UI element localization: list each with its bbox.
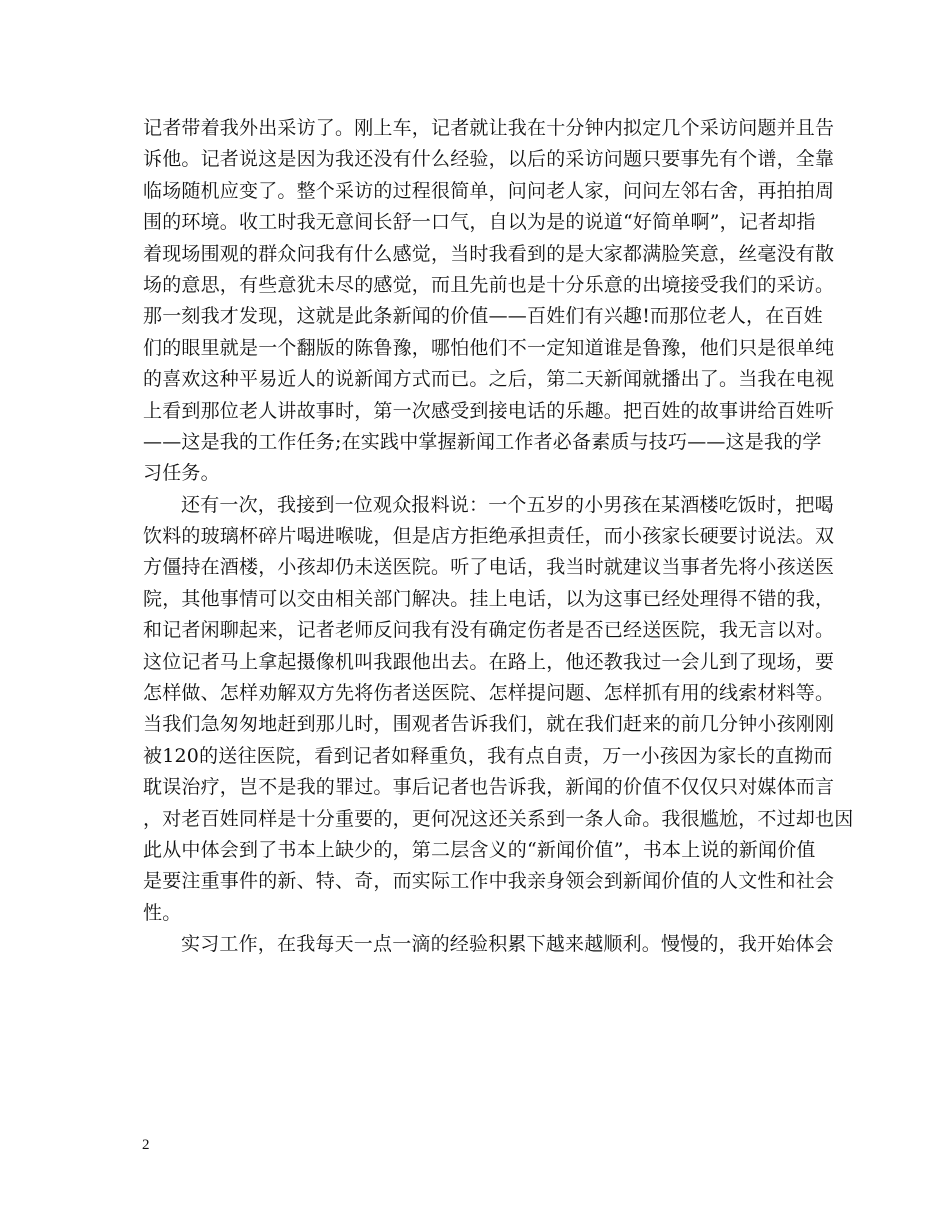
text-line: 方僵持在酒楼，小孩却仍未送医院。听了电话，我当时就建议当事者先将小孩送医 (143, 556, 835, 579)
text-line: ——这是我的工作任务;在实践中掌握新闻工作者必备素质与技巧——这是我的学 (143, 430, 822, 453)
text-line: 性。 (143, 901, 182, 924)
text-line: 被120的送往医院，看到记者如释重负，我有点自责，万一小孩因为家长的直拗而 (143, 744, 833, 767)
text-line: 耽误治疗，岂不是我的罪过。事后记者也告诉我，新闻的价值不仅仅只对媒体而言 (143, 776, 835, 799)
text-line: 实习工作，在我每天一点一滴的经验积累下越来越顺利。慢慢的，我开始体会 (181, 933, 834, 956)
text-line: 和记者闲聊起来，记者老师反问我有没有确定伤者是否已经送医院，我无言以对。 (143, 619, 835, 642)
text-line: 记者带着我外出采访了。刚上车，记者就让我在十分钟内拟定几个采访问题并且告 (143, 117, 835, 139)
text-line: 诉他。记者说这是因为我还没有什么经验，以后的采访问题只要事先有个谱，全靠 (143, 148, 835, 171)
text-line: 怎样做、怎样劝解双方先将伤者送医院、怎样提问题、怎样抓有用的线索材料等。 (143, 682, 835, 705)
text-line: 还有一次，我接到一位观众报料说：一个五岁的小男孩在某酒楼吃饭时，把喝 (181, 493, 834, 516)
text-line: 当我们急匆匆地赶到那儿时，围观者告诉我们，就在我们赶来的前几分钟小孩刚刚 (143, 713, 835, 736)
text-line: 这位记者马上拿起摄像机叫我跟他出去。在路上，他还教我过一会儿到了现场，要 (143, 650, 835, 673)
text-line: 临场随机应变了。整个采访的过程很简单，问问老人家，问问左邻右舍，再拍拍周 (143, 179, 835, 202)
text-line: 场的意思，有些意犹未尽的感觉，而且先前也是十分乐意的出境接受我们的采访。 (143, 273, 835, 296)
text-line: 围的环境。收工时我无意间长舒一口气，自以为是的说道“好简单啊”，记者却指 (143, 211, 816, 234)
text-line: 是要注重事件的新、特、奇，而实际工作中我亲身领会到新闻价值的人文性和社会 (143, 870, 835, 893)
text-line: 们的眼里就是一个翻版的陈鲁豫，哪怕他们不一定知道谁是鲁豫，他们只是很单纯 (143, 336, 835, 359)
text-line: 的喜欢这种平易近人的说新闻方式而已。之后，第二天新闻就播出了。当我在电视 (143, 368, 835, 391)
text-line: 院，其他事情可以交由相关部门解决。挂上电话，以为这事已经处理得不错的我， (143, 587, 835, 610)
text-line: 着现场围观的群众问我有什么感觉，当时我看到的是大家都满脸笑意，丝毫没有散 (143, 242, 835, 265)
text-line: 此从中体会到了书本上缺少的，第二层含义的“新闻价值”，书本上说的新闻价值 (143, 838, 816, 861)
page-number: 2 (142, 1137, 150, 1153)
body-text (143, 113, 854, 961)
text-line: ，对老百姓同样是十分重要的，更何况这还关系到一条人命。我很尴尬，不过却也因 (143, 807, 854, 830)
text-line: 那一刻我才发现，这就是此条新闻的价值——百姓们有兴趣!而那位老人，在百姓 (143, 305, 823, 328)
text-line: 饮料的玻璃杯碎片喝进喉咙，但是店方拒绝承担责任，而小孩家长硬要讨说法。双 (143, 525, 835, 548)
text-line: 习任务。 (143, 462, 220, 485)
text-line: 上看到那位老人讲故事时，第一次感受到接电话的乐趣。把百姓的故事讲给百姓听 (143, 399, 835, 422)
